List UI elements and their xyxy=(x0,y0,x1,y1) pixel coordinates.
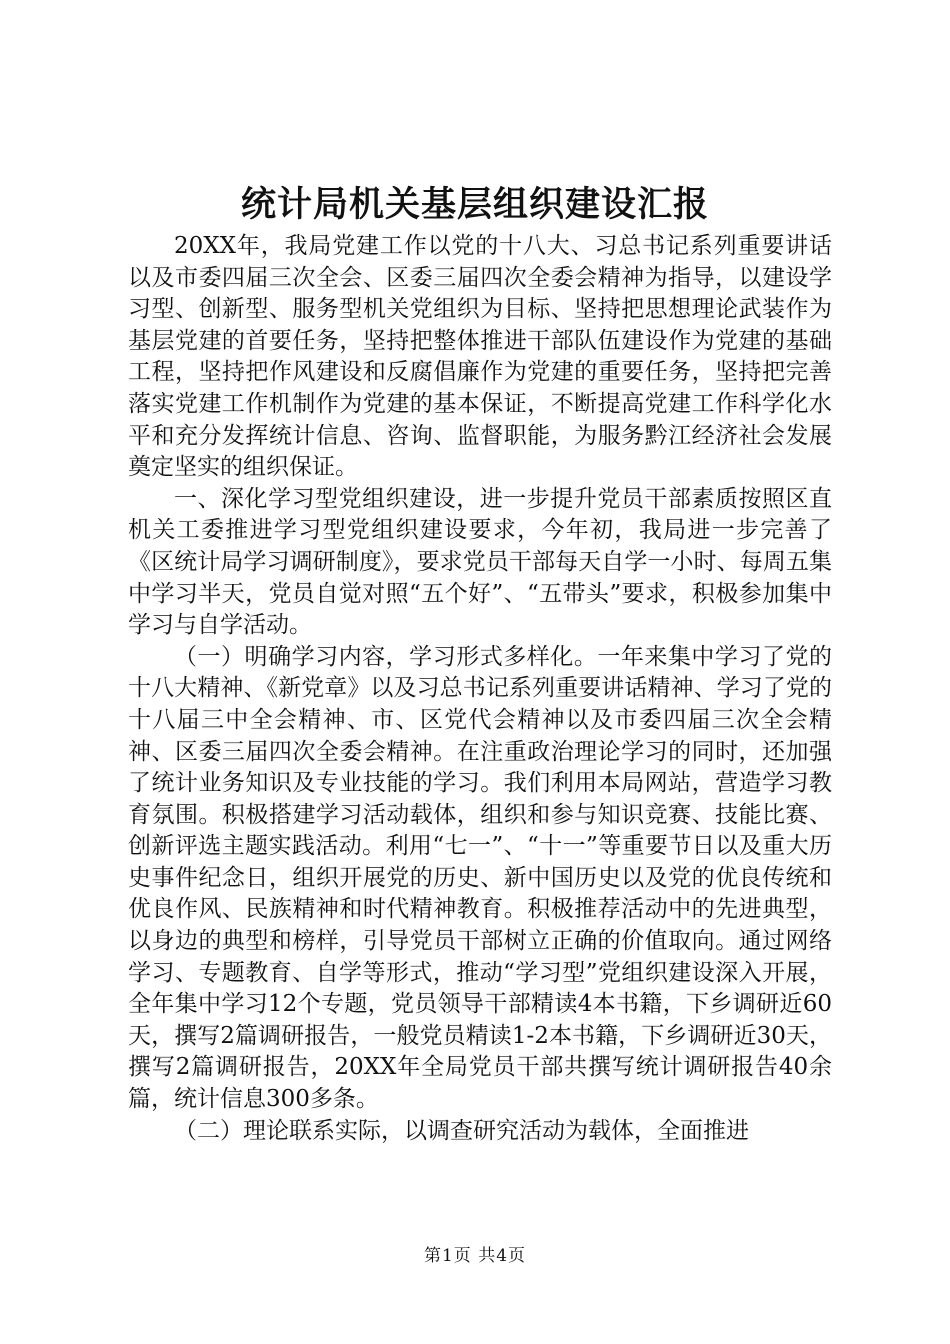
document-title: 统计局机关基层组织建设汇报 xyxy=(240,184,709,225)
paragraph-intro: 20XX年，我局党建工作以党的十八大、习总书记系列重要讲话以及市委四届三次全会、区委三届四次全委会精神为指导，以建设学习型、创新型、服务型机关党组织为目标、坚持把思想理论武装作为基层党建的首要任务，坚持把整体推进干部队伍建设作为党建的基础工程，坚持把作风建设和反腐倡廉作为党建的重要任务，坚持把完善落实党建工作机制作为党建的基本保证，不断提高党建工作科学化水平和充分发挥统计信息、咨询、监督职能，为服务黔江经济社会发展奠定坚实的组织保证。 xyxy=(128,233,832,481)
paragraph-subsection-two: （二）理论联系实际，以调查研究活动为载体，全面推进 xyxy=(174,1117,749,1144)
document-body xyxy=(128,231,832,1147)
paragraph-subsection-one: （一）明确学习内容，学习形式多样化。一年来集中学习了党的十八大精神、《新党章》以及习总书记系列重要讲话精神、学习了党的十八届三中全会精神、市、区党代会精神以及市委四届三次全会精神、区委三届四次全委会精神。在注重政治理论学习的同时，还加强了统计业务知识及专业技能的学习。我们利用本局网站，营造学习教育氛围。积极搭建学习活动载体，组织和参与知识竞赛、技能比赛、创新评选主题实践活动。利用“七一”、“十一”等重要节日以及重大历史事件纪念日，组织开展党的历史、新中国历史以及党的优良传统和优良作风、民族精神和时代精神教育。积极推荐活动中的先进典型，以身边的典型和榜样，引导党员干部树立正确的价值取向。通过网络学习、专题教育、自学等形式，推动“学习型”党组织建设深入开展，全年集中学习12个专题，党员领导干部精读4本书籍，下乡调研近60天，撰写2篇调研报告，一般党员精读1-2本书籍，下乡调研近30天，撰写2篇调研报告，20XX年全局党员干部共撰写统计调研报告40余篇，统计信息300多条。 xyxy=(128,643,832,1113)
paragraph-section-one: 一、深化学习型党组织建设，进一步提升党员干部素质按照区直机关工委推进学习型党组织建设要求，今年初，我局进一步完善了《区统计局学习调研制度》，要求党员干部每天自学一小时、每周五集中学习半天，党员自觉对照“五个好”、“五带头”要求，积极参加集中学习与自学活动。 xyxy=(128,485,832,639)
page-number-footer: 第1页 共4页 xyxy=(423,1246,527,1266)
